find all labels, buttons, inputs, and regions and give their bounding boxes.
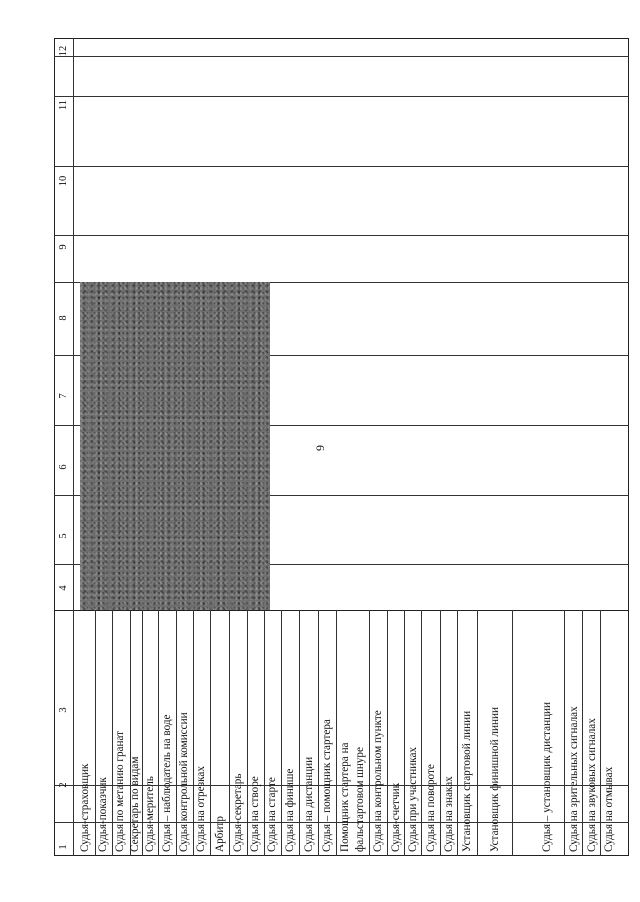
row-label: Судья – помощник стартера (321, 719, 333, 852)
row-line (512, 610, 513, 856)
header-row-line (73, 38, 74, 856)
row-line (564, 610, 565, 856)
column-divider-line (54, 610, 629, 611)
row-label: Судья на контрольном пункте (372, 710, 384, 852)
row-line (281, 610, 282, 856)
row-label: Судья на звуковых сигналах (586, 718, 598, 852)
column-number: 3 (58, 707, 69, 713)
column-number: 5 (58, 533, 69, 539)
row-label: Судья при участниках (407, 746, 419, 852)
shaded-area (80, 282, 270, 610)
row-label: Судья на створе (249, 776, 261, 852)
row-label: Судья на старте (266, 777, 278, 852)
row-label: Арбитр (214, 816, 226, 852)
column-divider-line (54, 235, 629, 236)
row-line (229, 610, 230, 856)
row-line (440, 610, 441, 856)
row-label: Секретарь по видам (129, 756, 141, 852)
row-line (582, 610, 583, 856)
column-divider-line (54, 166, 629, 167)
row-label: фальстартовом шнуре (354, 747, 366, 852)
row-line (404, 610, 405, 856)
row-label: Судья-счетчик (390, 782, 402, 852)
row-label: Судья на отрезках (195, 766, 207, 852)
row-label: Судья – установщик дистанции (541, 701, 553, 852)
column-number: 6 (58, 464, 69, 470)
row-label: Установщик стартовой линии (461, 710, 473, 852)
row-label: Судья на зрительных сигналах (568, 706, 580, 852)
row-label: Судья на повороте (425, 764, 437, 852)
row-line (421, 610, 422, 856)
row-label: Судья-страховщик (79, 763, 91, 852)
row-label: Установщик финишной линии (489, 707, 501, 852)
row-label: Судья на знаках (443, 776, 455, 852)
row-line (299, 610, 300, 856)
row-label: Судья на дистанции (303, 756, 315, 852)
row-line (158, 610, 159, 856)
column-number: 4 (58, 585, 69, 591)
column-number: 8 (58, 315, 69, 321)
column-number: 2 (58, 782, 69, 788)
row-line (336, 610, 337, 856)
column-number: 1 (58, 844, 69, 850)
row-label: Судья по метанию гранат (114, 730, 126, 852)
row-line (210, 610, 211, 856)
column-number: 12 (58, 45, 69, 57)
row-label: Судья-меритель (144, 776, 156, 852)
row-label: Судья на отмывах (603, 766, 615, 852)
row-line (477, 610, 478, 856)
column-divider-line (54, 96, 629, 97)
column-number: 7 (58, 393, 69, 399)
column-number: 11 (58, 99, 69, 111)
column-number: 9 (58, 244, 69, 250)
row-label: Судья-показчик (97, 777, 109, 852)
column-number: 10 (58, 175, 69, 187)
row-label: Судья-секретарь (232, 773, 244, 852)
row-line (369, 610, 370, 856)
row-line (457, 610, 458, 856)
row-line (318, 610, 319, 856)
row-label: Судья контрольной комиссии (178, 712, 190, 852)
row-label: Помощник стартера на (339, 742, 351, 852)
row-label: Судья – наблюдатель на воде (161, 714, 173, 852)
row-label: Судья на финише (284, 768, 296, 852)
page-number: 9 (313, 445, 327, 451)
row-line (600, 610, 601, 856)
header-divider-line (54, 56, 629, 57)
row-line (387, 610, 388, 856)
